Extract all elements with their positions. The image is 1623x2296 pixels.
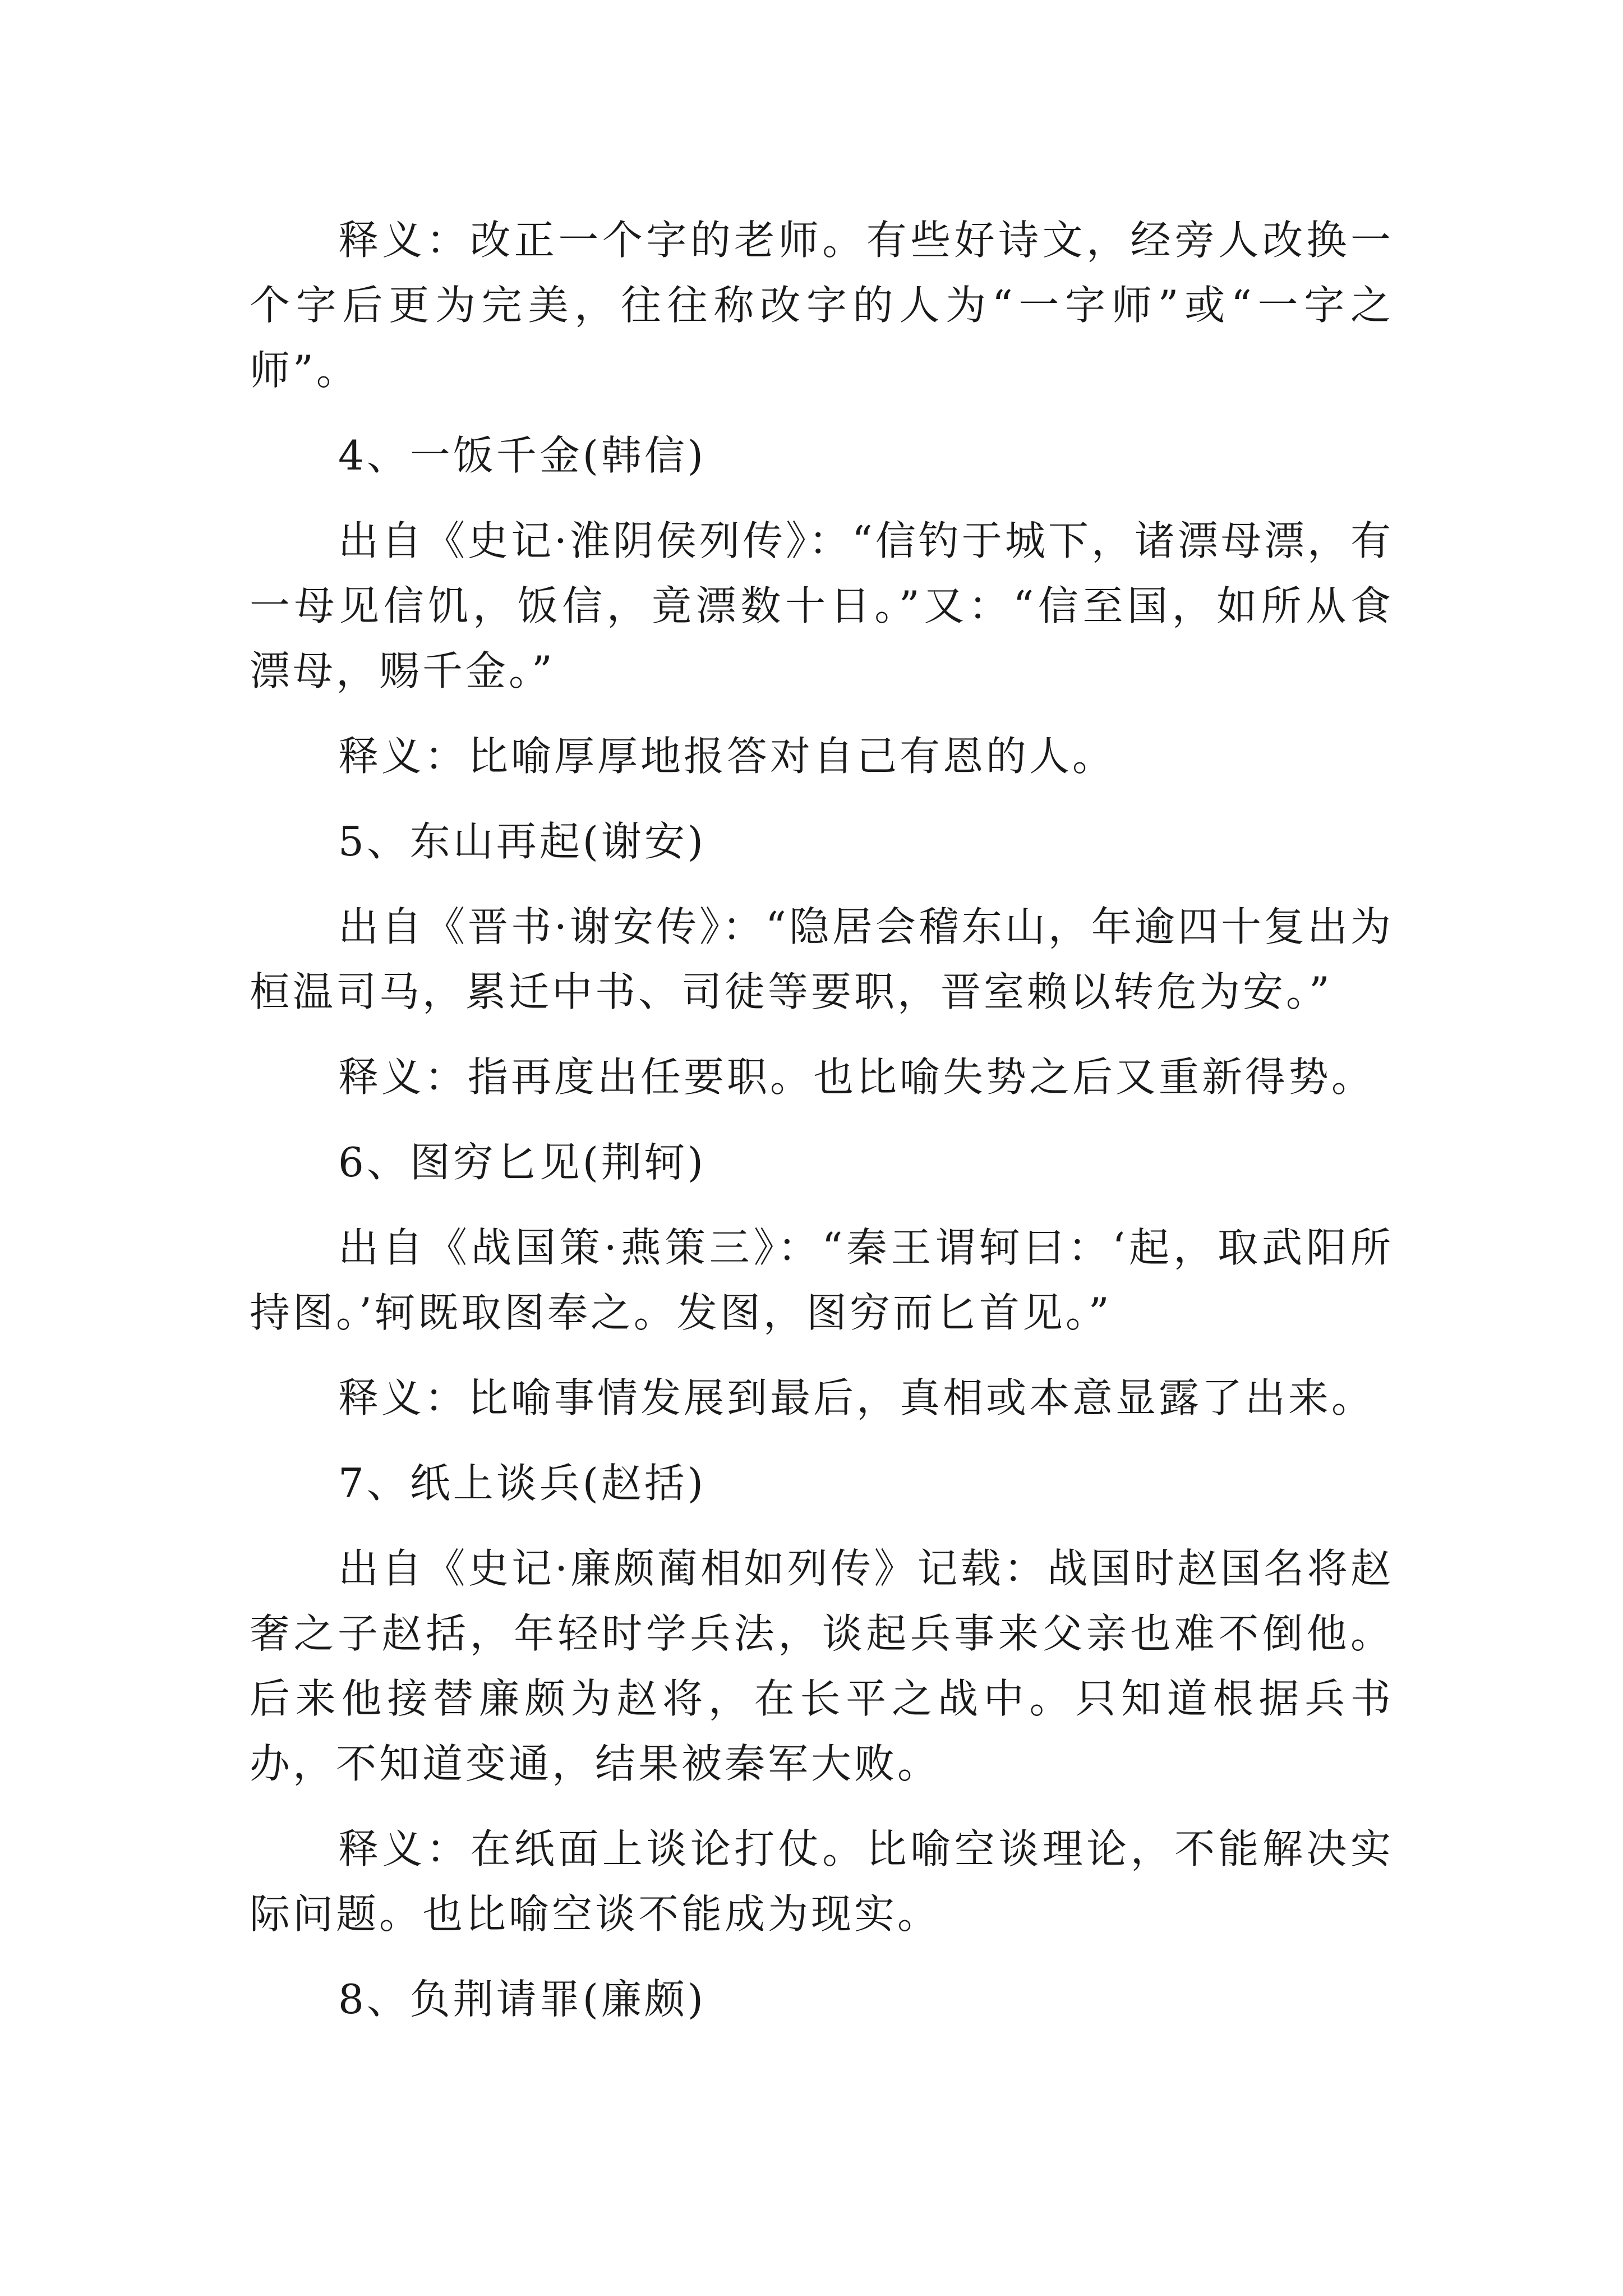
paragraph-definition: 释义：比喻厚厚地报答对自己有恩的人。 [338,733,1116,780]
paragraph-definition: 释义：指再度出任要职。也比喻失势之后又重新得势。 [338,1053,1375,1101]
idiom-heading: 7、纸上谈兵(赵括) [338,1460,706,1507]
paragraph-definition: 释义：改正一个字的老师。有些好诗文，经旁人改换一个字后更为完美，往往称改字的人为“一字师”或“一字之师”。 [250,217,1394,394]
idiom-heading: 5、东山再起(谢安) [338,818,706,865]
paragraph-definition: 释义：比喻事情发展到最后，真相或本意显露了出来。 [338,1374,1375,1421]
paragraph-source: 出自《史记·廉颇蔺相如列传》记载：战国时赵国名将赵奢之子赵括，年轻时学兵法，谈起兵事来父亲也难不倒他。后来他接替廉颇为赵将，在长平之战中。只知道根据兵书办，不知道变通，结果被秦军大败。 [250,1545,1394,1787]
idiom-heading: 6、图穷匕见(荆轲) [338,1139,706,1186]
idiom-heading: 4、一饭千金(韩信) [338,432,706,479]
paragraph-source: 出自《晋书·谢安传》：“隐居会稽东山，年逾四十复出为桓温司马，累迁中书、司徒等要职，晋室赖以转危为安。” [250,903,1394,1015]
idiom-heading: 8、负荆请罪(廉颇) [338,1976,706,2023]
paragraph-source: 出自《史记·淮阴侯列传》：“信钓于城下，诸漂母漂，有一母见信饥，饭信，竟漂数十日。”又：“信至国，如所从食漂母，赐千金。” [250,517,1394,694]
document-page [250,208,1394,2052]
paragraph-source: 出自《战国策·燕策三》：“秦王谓轲曰：‘起，取武阳所持图。’轲既取图奉之。发图，图穷而匕首见。” [250,1224,1394,1336]
paragraph-definition: 释义：在纸面上谈论打仗。比喻空谈理论，不能解决实际问题。也比喻空谈不能成为现实。 [250,1825,1394,1938]
